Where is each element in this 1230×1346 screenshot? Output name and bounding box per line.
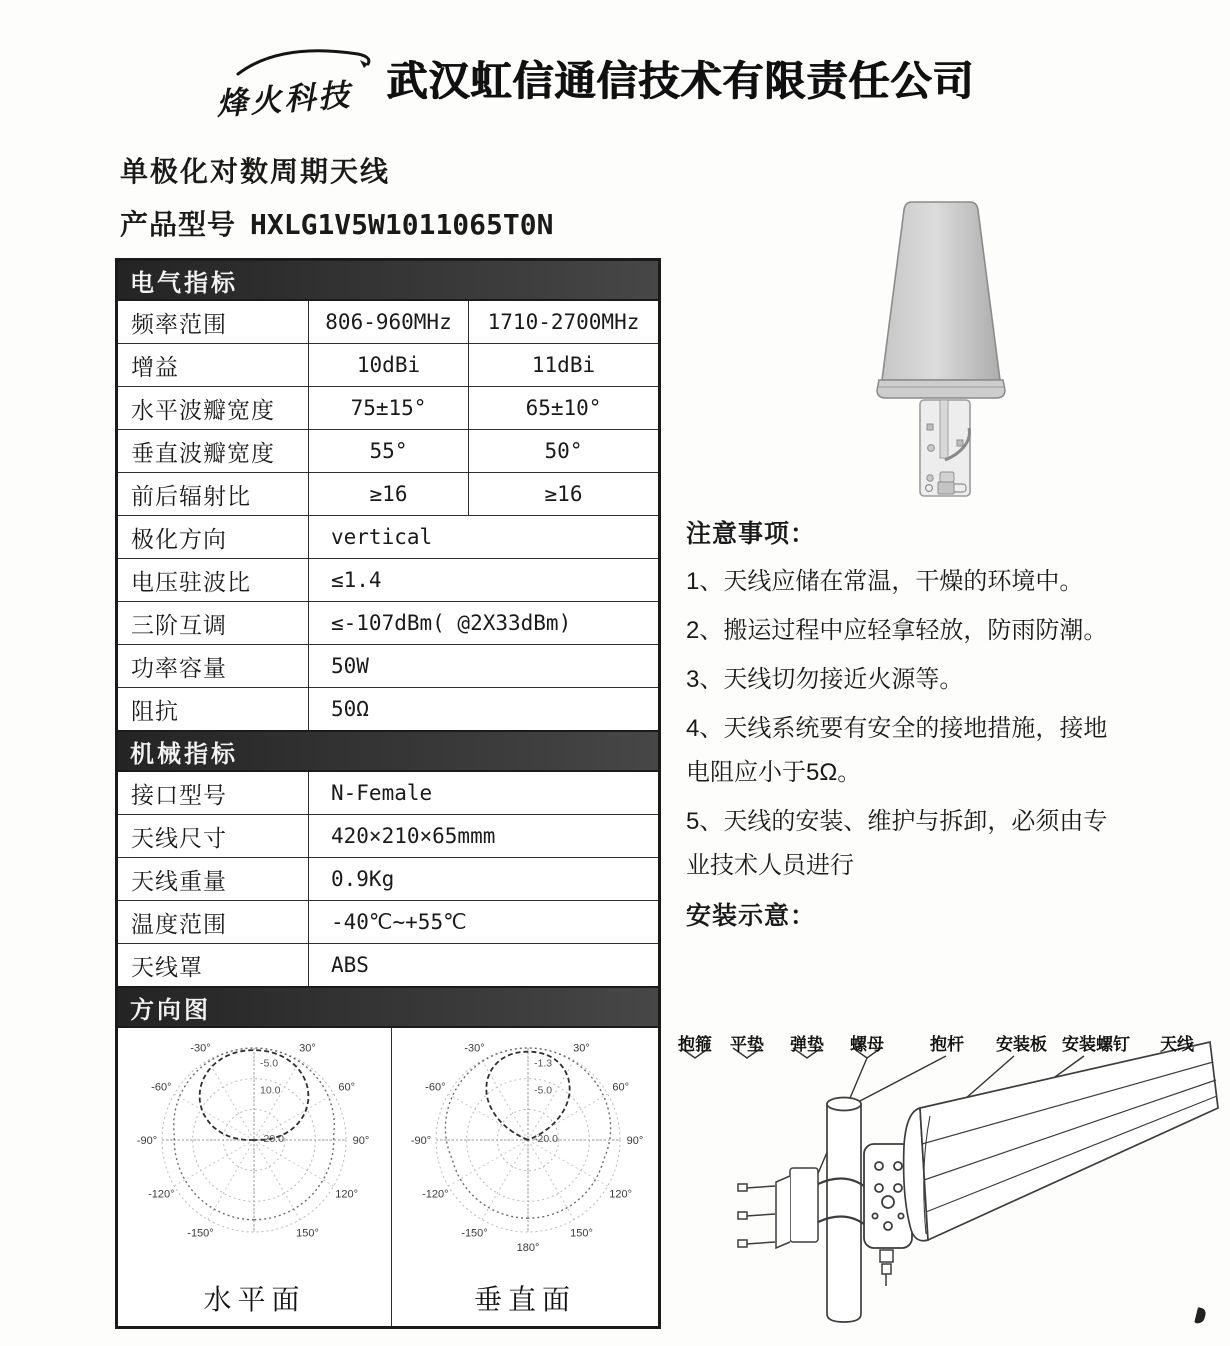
row-label: 接口型号 [131, 781, 227, 808]
notes-section [686, 512, 1124, 942]
product-model [120, 203, 553, 243]
row-label: 天线重量 [131, 867, 227, 894]
antenna-product-image [848, 190, 1038, 508]
row-value-band1: 75±15° [308, 387, 468, 429]
electrical-section-header [118, 261, 658, 301]
svg-text:-60°: -60° [151, 1081, 172, 1094]
table-row [118, 558, 658, 601]
row-value-band2: ≥16 [468, 473, 658, 515]
row-value: 50Ω [308, 688, 658, 730]
row-label: 增益 [131, 353, 179, 380]
row-value-band1: ≥16 [308, 473, 468, 515]
table-row [118, 814, 658, 857]
svg-text:120°: 120° [609, 1188, 633, 1201]
table-row [118, 943, 658, 986]
svg-text:-90°: -90° [136, 1135, 158, 1147]
plot-caption: 水平面 [203, 1284, 306, 1315]
company-name: 武汉虹信通信技术有限责任公司 [386, 58, 974, 104]
notes-heading: 注意事项： [686, 520, 817, 548]
row-label: 三阶互调 [131, 611, 227, 638]
table-row [118, 900, 658, 943]
svg-text:10.0: 10.0 [260, 1084, 281, 1097]
svg-text:30°: 30° [299, 1042, 316, 1055]
vertical-pattern-cell [391, 1028, 658, 1326]
svg-text:-5.0: -5.0 [534, 1084, 553, 1097]
table-row [118, 429, 658, 472]
row-value: 0.9Kg [308, 858, 658, 900]
row-value-band1: 10dBi [308, 344, 468, 386]
svg-text:180°: 180° [516, 1242, 540, 1254]
row-label: 阻抗 [131, 697, 179, 724]
horizontal-pattern-cell [118, 1028, 391, 1326]
svg-text:-5.0: -5.0 [260, 1057, 279, 1070]
row-value: -40℃~+55℃ [308, 901, 658, 943]
diagram-label-antenna: 天线 [1160, 1035, 1194, 1054]
row-value-band2: 65±10° [468, 387, 658, 429]
table-row [118, 601, 658, 644]
svg-text:120°: 120° [335, 1188, 359, 1201]
table-row [118, 772, 658, 814]
table-row [118, 301, 658, 343]
company-logo [210, 40, 395, 123]
row-label: 前后辐射比 [131, 482, 251, 509]
table-row [118, 515, 658, 558]
diagram-label-nut: 螺母 [850, 1035, 884, 1054]
note-item-5: 5、天线的安装、维护与拆卸，必须由专业技术人员进行 [686, 808, 1108, 879]
table-row [118, 343, 658, 386]
diagram-label-mount-plate: 安装板 [996, 1035, 1047, 1054]
row-label: 温度范围 [131, 910, 227, 937]
spec-table [115, 258, 661, 1329]
install-heading: 安装示意： [686, 902, 817, 930]
row-label: 垂直波瓣宽度 [131, 439, 275, 466]
table-row [118, 472, 658, 515]
row-value: ABS [308, 944, 658, 986]
polar-plot-vertical [392, 1030, 664, 1278]
note-item-2: 2、搬运过程中应轻拿轻放，防雨防潮。 [686, 617, 1108, 644]
table-row [118, 644, 658, 687]
row-label: 天线罩 [131, 953, 203, 980]
row-label: 电压驻波比 [131, 568, 251, 595]
diagram-label-mount-screw: 安装螺钉 [1062, 1035, 1130, 1054]
product-title: 单极化对数周期天线 [120, 156, 391, 187]
row-value: ≤-107dBm( @2X33dBm) [308, 602, 658, 644]
svg-text:150°: 150° [570, 1227, 593, 1240]
table-row [118, 687, 658, 730]
svg-text:-120°: -120° [148, 1188, 175, 1201]
logo-text: 烽火科技 [215, 77, 354, 123]
row-label: 天线尺寸 [131, 824, 227, 851]
polar-plot-horizontal [118, 1030, 390, 1278]
pattern-plots [118, 1028, 658, 1326]
electrical-header-label: 电气指标 [130, 269, 238, 297]
row-value: vertical [308, 516, 658, 558]
diagram-label-pole: 抱杆 [930, 1035, 964, 1054]
row-value: 50W [308, 645, 658, 687]
table-row [118, 386, 658, 429]
svg-text:-30°: -30° [190, 1042, 211, 1055]
svg-text:-20.0: -20.0 [260, 1133, 284, 1146]
svg-text:-150°: -150° [187, 1227, 214, 1240]
row-value-band2: 11dBi [468, 344, 658, 386]
row-value: ≤1.4 [308, 559, 658, 601]
pattern-header-label: 方向图 [130, 996, 211, 1024]
installation-diagram-drawing [668, 1016, 1226, 1346]
row-label: 频率范围 [131, 310, 227, 337]
note-item-3: 3、天线切勿接近火源等。 [686, 666, 964, 693]
note-item-1: 1、天线应储在常温，干燥的环境中。 [686, 568, 1084, 595]
svg-text:60°: 60° [338, 1081, 355, 1094]
row-label: 功率容量 [131, 654, 227, 681]
row-value-band1: 806-960MHz [308, 301, 468, 343]
mechanical-header-label: 机械指标 [130, 740, 238, 768]
table-row [118, 857, 658, 900]
diagram-label-flat-washer: 平垫 [730, 1035, 764, 1054]
svg-text:-30°: -30° [464, 1042, 485, 1055]
row-value: 420×210×65mmm [308, 815, 658, 857]
installation-diagram [668, 1016, 1226, 1346]
svg-text:-150°: -150° [461, 1227, 488, 1240]
row-label: 极化方向 [131, 525, 227, 552]
svg-text:60°: 60° [612, 1081, 629, 1094]
svg-text:-90°: -90° [410, 1135, 432, 1147]
svg-text:150°: 150° [296, 1227, 319, 1240]
svg-text:90°: 90° [352, 1135, 370, 1147]
row-value: N-Female [308, 772, 658, 814]
row-value-band2: 1710-2700MHz [468, 301, 658, 343]
svg-text:-20.0: -20.0 [534, 1133, 558, 1146]
svg-text:-1.3: -1.3 [534, 1057, 553, 1070]
note-item-4: 4、天线系统要有安全的接地措施，接地电阻应小于5Ω。 [686, 715, 1108, 786]
svg-text:30°: 30° [573, 1042, 590, 1055]
svg-text:90°: 90° [626, 1135, 644, 1147]
row-label: 水平波瓣宽度 [131, 396, 275, 423]
diagram-label-clamp: 抱箍 [678, 1035, 712, 1054]
row-value-band1: 55° [308, 430, 468, 472]
model-value: HXLG1V5W1011065T0N [250, 208, 554, 241]
plot-caption: 垂直面 [473, 1284, 576, 1315]
row-value-band2: 50° [468, 430, 658, 472]
model-label: 产品型号 [120, 209, 237, 240]
pattern-section-header [118, 986, 658, 1028]
diagram-label-spring-washer: 弹垫 [790, 1035, 824, 1054]
mechanical-section-header [118, 730, 658, 772]
svg-text:-120°: -120° [422, 1188, 449, 1201]
svg-text:-60°: -60° [425, 1081, 446, 1094]
